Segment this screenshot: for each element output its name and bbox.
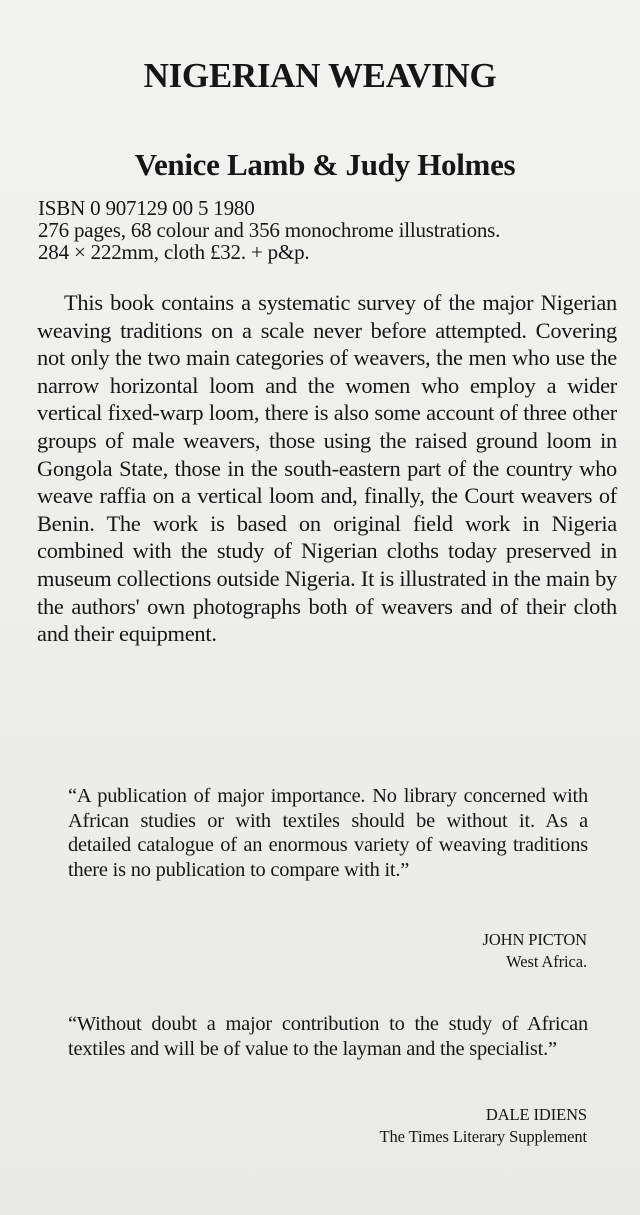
reviewer-name: DALE IDIENS [485,1105,587,1124]
review-attribution [380,1104,587,1148]
review-source: West Africa. [506,952,587,971]
review-quote: “Without doubt a major contribution to the study of African textiles and will be of value to the layman and the specialist.” [68,1013,588,1060]
review-quote: “A publication of major importance. No library concerned with African studies or with textiles should be without it. As a detailed catalogue of an enormous variety of weaving traditions there is no publication to compare with it.” [68,785,588,881]
book-authors: Venice Lamb & Judy Holmes [134,147,516,182]
review-source: The Times Literary Supplement [379,1127,587,1146]
book-title: NIGERIAN WEAVING [143,56,497,95]
review-attribution [483,929,587,973]
publication-details [38,197,628,263]
isbn-line: ISBN 0 907129 00 5 1980 [38,196,255,220]
format-price-line: 284 × 222mm, cloth £32. + p&p. [38,240,310,264]
book-description: This book contains a systematic survey of the major Nigerian weaving traditions on a scale never before attempted. Covering not only the two main categories of weavers, the men who use the narrow horizontal loom and the women who employ a wider vertical fixed-warp loom, there is also some account of three other groups of male weavers, those using the raised ground loom in Gongola State, those in the south-eastern part of the country who weave raffia on a vertical loom and, finally, the Court weavers of Benin. The work is based on original field work in Nigeria combined with the study of Nigerian cloths today preserved in museum collections outside Nigeria. It is illustrated in the main by the authors' own photographs both of weavers and of their cloth and their equipment. [37,290,617,647]
reviewer-name: JOHN PICTON [482,930,587,949]
pages-line: 276 pages, 68 colour and 356 monochrome illustrations. [38,218,501,242]
